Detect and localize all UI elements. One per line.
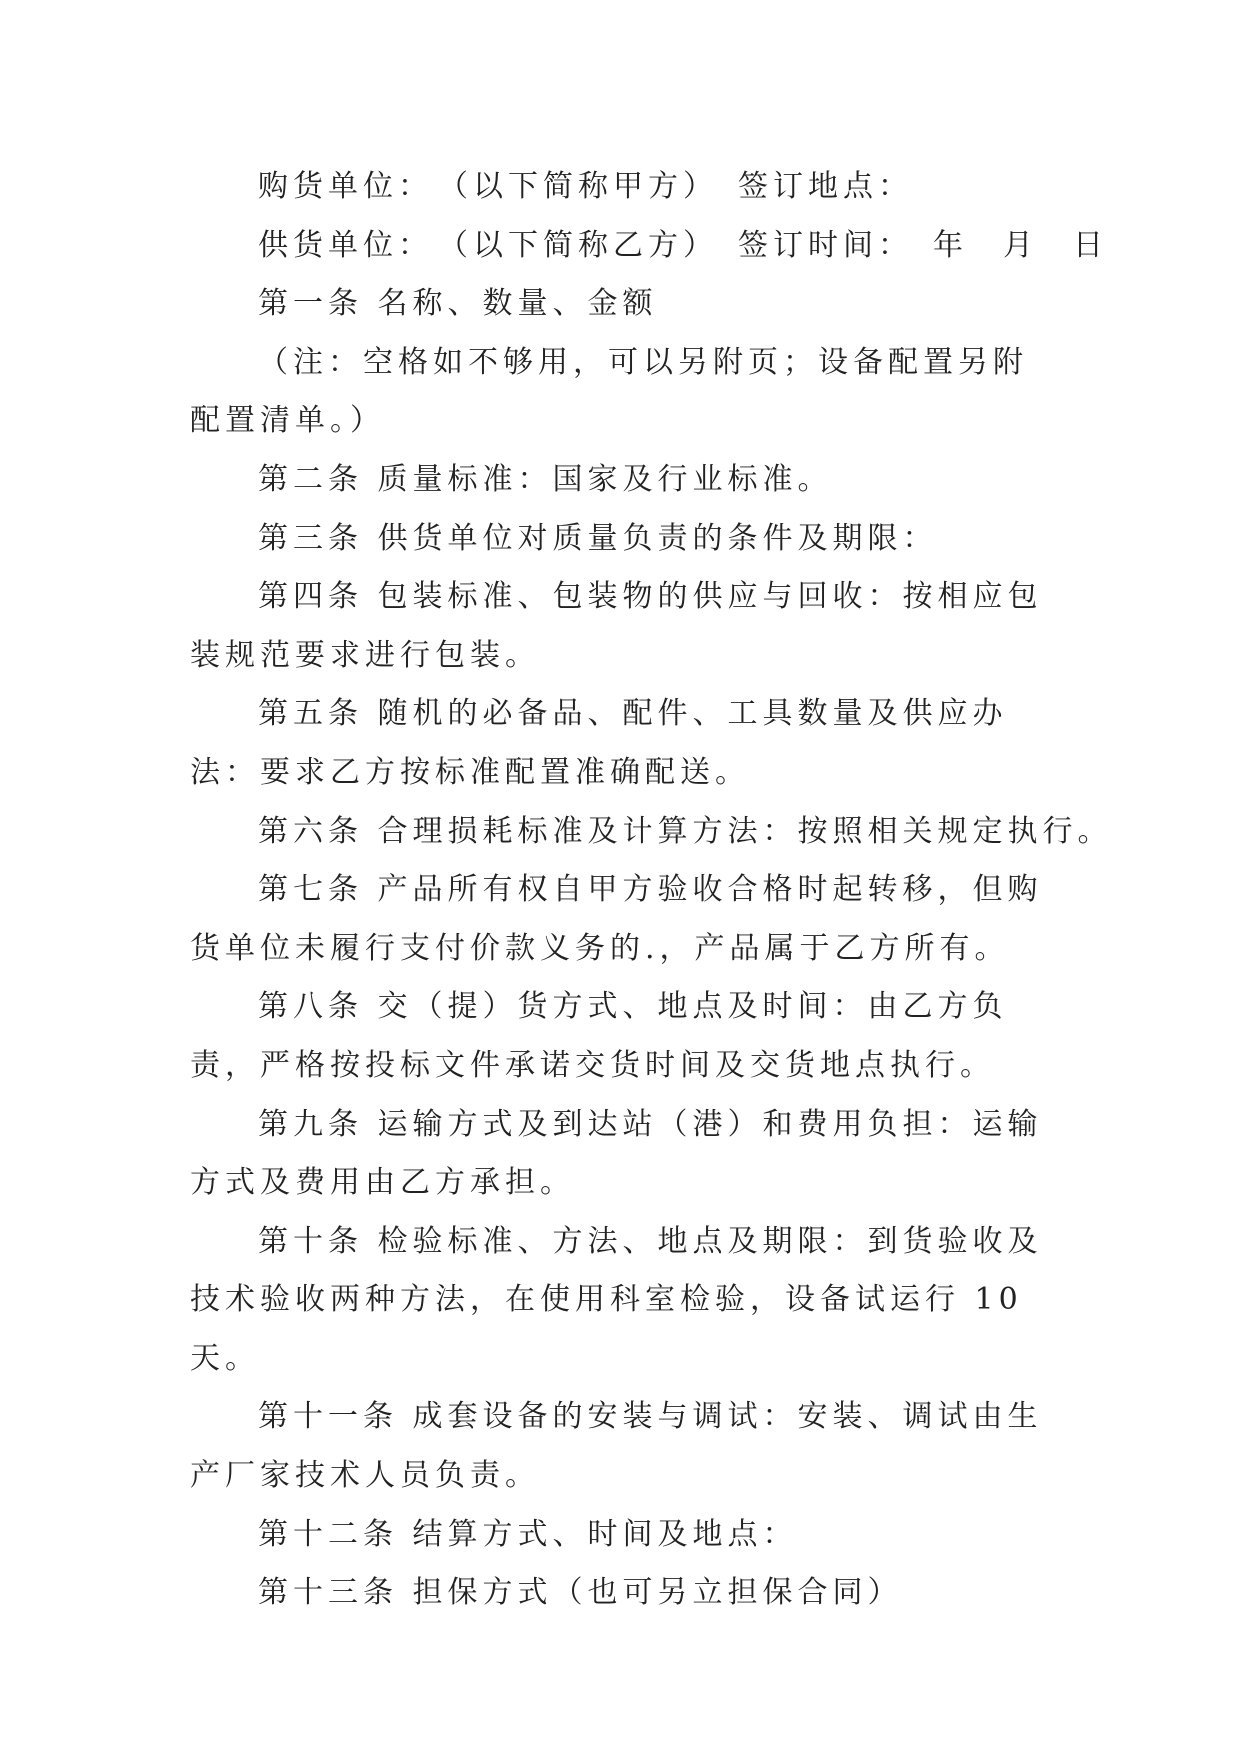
article-12: 第十二条 结算方式、时间及地点： bbox=[258, 1516, 798, 1552]
article-3: 第三条 供货单位对质量负责的条件及期限： bbox=[258, 520, 938, 556]
article-11: 第十一条 成套设备的安装与调试：安装、调试由生产厂家技术人员负责。 bbox=[190, 1399, 1043, 1494]
buyer-line: 购货单位： （以下简称甲方） 签订地点： bbox=[258, 169, 913, 204]
article-2: 第二条 质量标准：国家及行业标准。 bbox=[258, 461, 833, 497]
article-10: 第十条 检验标准、方法、地点及期限：到货验收及技术验收两种方法，在使用科室检验，设备试运行 10 天。 bbox=[190, 1223, 1043, 1376]
article-5: 第五条 随机的必备品、配件、工具数量及供应办法：要求乙方按标准配置准确配送。 bbox=[190, 696, 1008, 790]
article-4: 第四条 包装标准、包装物的供应与回收：按相应包装规范要求进行包装。 bbox=[190, 579, 1043, 673]
article-1-note: （注：空格如不够用，可以另附页；设备配置另附配置清单。） bbox=[190, 344, 1028, 439]
article-6: 第六条 合理损耗标准及计算方法：按照相关规定执行。 bbox=[258, 813, 1113, 849]
article-7: 第七条 产品所有权自甲方验收合格时起转移，但购货单位未履行支付价款义务的.，产品属于乙方所有。 bbox=[190, 872, 1043, 966]
article-9: 第九条 运输方式及到达站（港）和费用负担：运输方式及费用由乙方承担。 bbox=[190, 1106, 1043, 1201]
article-1: 第一条 名称、数量、金额 bbox=[258, 286, 658, 322]
article-8: 第八条 交（提）货方式、地点及时间：由乙方负责，严格按投标文件承诺交货时间及交货地点执行。 bbox=[190, 989, 1008, 1083]
supplier-line: 供货单位： （以下简称乙方） 签订时间： 年 月 日 bbox=[258, 227, 1108, 263]
contract-body bbox=[190, 158, 1113, 1623]
article-13: 第十三条 担保方式（也可另立担保合同） bbox=[258, 1575, 903, 1611]
